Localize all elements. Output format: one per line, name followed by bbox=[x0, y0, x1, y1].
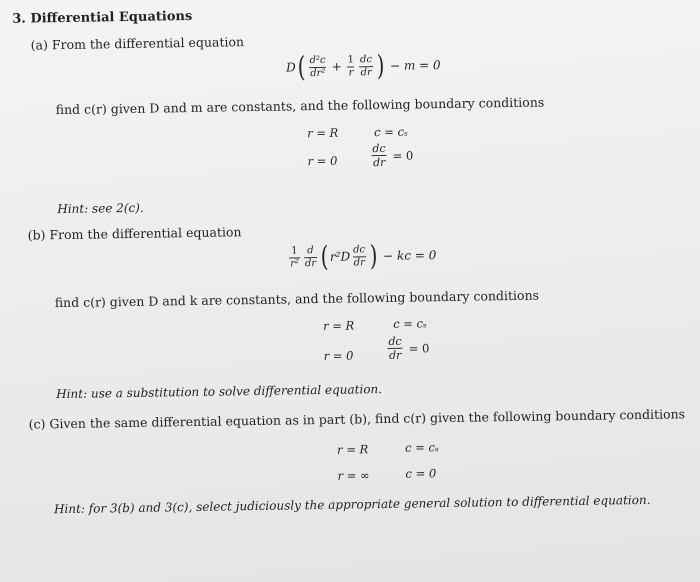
part-b-intro-text: From the differential equation bbox=[49, 224, 242, 243]
part-b-hint: Hint: use a substitution to solve differential equation. bbox=[56, 382, 383, 402]
part-b-intro bbox=[28, 224, 242, 242]
eq-b-dc-num: dc bbox=[352, 243, 366, 255]
eq-a-term1-den: dr² bbox=[310, 67, 326, 79]
part-b-bc1-right: c = cₛ bbox=[393, 316, 427, 331]
eq-a-lparen: ( bbox=[297, 50, 306, 84]
part-b-label: (b) bbox=[27, 227, 46, 243]
eq-a-term2a-den: r bbox=[348, 66, 354, 79]
part-a-intro bbox=[31, 34, 245, 52]
eq-b-dc-den: dr bbox=[353, 256, 365, 268]
part-b-bc2-den: dr bbox=[388, 348, 402, 362]
part-a-label: (a) bbox=[30, 37, 49, 53]
eq-a-term2b-den: dr bbox=[360, 66, 372, 78]
eq-b-dc bbox=[352, 245, 366, 268]
eq-a-coef: D bbox=[285, 60, 296, 75]
part-b-equation bbox=[287, 241, 437, 271]
eq-a-rparen: ) bbox=[376, 48, 385, 83]
eq-a-term2b bbox=[359, 55, 373, 78]
part-a-equation bbox=[285, 48, 441, 84]
eq-b-f bbox=[289, 246, 300, 269]
part-c-bc2-right: c = 0 bbox=[405, 466, 437, 481]
part-c-bc2-left: r = ∞ bbox=[337, 468, 370, 483]
part-a-bc2-num: dc bbox=[372, 141, 386, 156]
part-b-bc1-left: r = R bbox=[323, 318, 355, 333]
part-a-bc2-rest: = 0 bbox=[392, 148, 414, 163]
part-c-label: (c) bbox=[28, 416, 46, 432]
eq-a-term1 bbox=[308, 55, 326, 78]
part-b-bc2-num: dc bbox=[388, 334, 402, 348]
eq-b-f-num: 1 bbox=[291, 244, 298, 256]
part-a-bc2-den: dr bbox=[372, 155, 386, 170]
eq-b-rparen: ) bbox=[369, 239, 378, 273]
eq-a-term2b-num: dc bbox=[359, 53, 373, 65]
part-a-bc2-frac bbox=[371, 143, 387, 168]
eq-b-f-den: r² bbox=[290, 257, 300, 269]
part-b-bc2-left: r = 0 bbox=[323, 348, 354, 363]
eq-a-plus: + bbox=[331, 59, 342, 74]
part-b-bc2-frac bbox=[387, 336, 403, 361]
eq-b-d-den: dr bbox=[304, 257, 317, 269]
part-c-text bbox=[29, 406, 686, 431]
eq-b-d bbox=[304, 246, 318, 269]
part-b-find: find c(r) given D and k are constants, and the following boundary conditions bbox=[54, 287, 540, 311]
part-a-intro-text: From the differential equation bbox=[51, 34, 245, 53]
eq-b-d-num: d bbox=[307, 244, 314, 256]
part-c-bc1-left: r = R bbox=[336, 442, 369, 457]
part-a-find: find c(r) given D and m are constants, and the following boundary conditions bbox=[55, 94, 545, 118]
eq-b-rest: − kc = 0 bbox=[383, 248, 437, 264]
part-b-bc2-right bbox=[385, 335, 429, 361]
part-a-bc2-right bbox=[369, 143, 413, 169]
part-a-bc1-left: r = R bbox=[307, 125, 339, 141]
question-title bbox=[12, 9, 192, 27]
eq-a-term2a bbox=[347, 55, 356, 78]
question-heading: Differential Equations bbox=[30, 8, 193, 27]
part-b-bc2-rest: = 0 bbox=[408, 340, 430, 356]
eq-a-term2a-num: 1 bbox=[347, 53, 355, 66]
eq-b-lparen: ( bbox=[320, 239, 329, 273]
eq-b-inner: r²D bbox=[329, 249, 351, 264]
part-a-bc2-left: r = 0 bbox=[307, 153, 338, 169]
part-c-hint: Hint: for 3(b) and 3(c), select judiciously the appropriate general solution to differential equation. bbox=[53, 492, 651, 517]
eq-a-term1-num: d²c bbox=[309, 54, 326, 66]
question-number: 3. bbox=[12, 11, 26, 27]
eq-a-rest: − m = 0 bbox=[389, 58, 441, 73]
part-c-body: Given the same differential equation as in part (b), find c(r) given the following boundary conditions bbox=[49, 406, 686, 432]
part-a-hint: Hint: see 2(c). bbox=[57, 200, 144, 217]
part-c-bc1-right: c = cₛ bbox=[404, 440, 439, 455]
part-a-bc1-right: c = cₛ bbox=[374, 124, 408, 140]
